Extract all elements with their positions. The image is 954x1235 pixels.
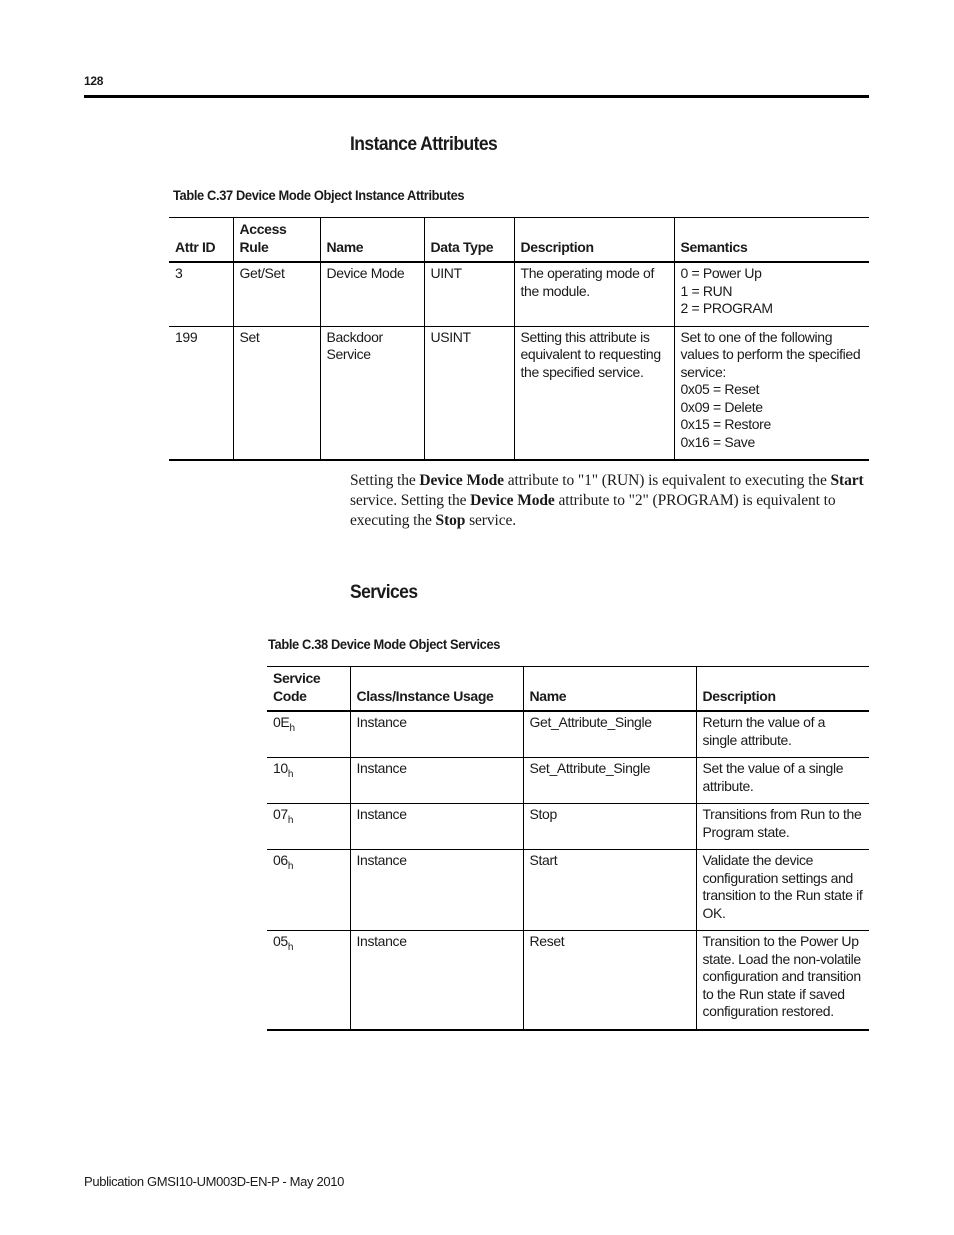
table-caption-c38: Table C.38 Device Mode Object Services [268,636,501,652]
cell-attr-id: 199 [169,326,233,460]
cell-description: Return the value of a single attribute. [696,711,869,758]
table-row [267,850,869,931]
header-rule [84,95,869,98]
footer-publication: Publication GMSI10-UM003D-EN-P - May 2010 [84,1174,344,1189]
code-value: 05 [273,933,288,949]
cell-name: Stop [523,804,696,850]
cell-usage: Instance [350,850,523,931]
column-header-name: Name [320,218,424,263]
code-value: 10 [273,760,288,776]
table-row [267,931,869,1030]
body-paragraph [350,471,870,531]
paragraph-bold-term: Stop [435,512,466,529]
paragraph-text: attribute to "1" (RUN) is equivalent to executing the [503,472,831,489]
column-header-usage: Class/Instance Usage [350,667,523,712]
paragraph-text: service. Setting the [350,492,471,509]
cell-name: Start [523,850,696,931]
paragraph-bold-term: Device Mode [419,472,504,489]
table-row [169,262,869,326]
cell-attr-id: 3 [169,262,233,326]
column-header-description: Description [696,667,869,712]
table-header-row [169,218,869,263]
cell-name: Set_Attribute_Single [523,758,696,804]
column-header-access-rule: Access Rule [233,218,320,263]
cell-name: Backdoor Service [320,326,424,460]
cell-description: Setting this attribute is equivalent to requesting the specified service. [514,326,674,460]
table-row [267,758,869,804]
cell-description: Transition to the Power Up state. Load the non-volatile configuration and transition to the Run state if saved configuration restored. [696,931,869,1030]
column-header-name: Name [523,667,696,712]
cell-data-type: USINT [424,326,514,460]
cell-name: Get_Attribute_Single [523,711,696,758]
code-value: 0E [273,714,290,730]
column-header-description: Description [514,218,674,263]
paragraph-bold-term: Device Mode [470,492,555,509]
cell-usage: Instance [350,711,523,758]
hex-suffix: h [287,815,294,826]
column-header-attr-id: Attr ID [169,218,233,263]
cell-semantics: Set to one of the following values to perform the specified service: 0x05 = Reset 0x09 = Delete 0x15 = Restore 0x16 = Save [674,326,869,460]
paragraph-text: Setting the [350,472,420,489]
paragraph-text: service. [465,512,517,529]
column-header-service-code: Service Code [267,667,350,712]
instance-attributes-table [169,217,869,461]
cell-service-code [267,931,350,1030]
hex-suffix: h [287,942,294,953]
cell-service-code [267,850,350,931]
table-row [267,804,869,850]
cell-data-type: UINT [424,262,514,326]
code-value: 06 [273,852,288,868]
cell-description: The operating mode of the module. [514,262,674,326]
column-header-semantics: Semantics [674,218,869,263]
cell-usage: Instance [350,931,523,1030]
cell-access-rule: Get/Set [233,262,320,326]
hex-suffix: h [289,723,295,734]
table-header-row [267,667,869,712]
cell-access-rule: Set [233,326,320,460]
table-caption-c37: Table C.37 Device Mode Object Instance Attributes [173,187,465,203]
paragraph-bold-term: Start [830,472,864,489]
cell-semantics: 0 = Power Up 1 = RUN 2 = PROGRAM [674,262,869,326]
page-number: 128 [84,74,104,88]
cell-usage: Instance [350,758,523,804]
cell-description: Set the value of a single attribute. [696,758,869,804]
code-value: 07 [273,806,288,822]
cell-description: Transitions from Run to the Program state. [696,804,869,850]
hex-suffix: h [287,769,294,780]
cell-service-code [267,711,350,758]
services-table [267,666,869,1031]
cell-service-code [267,804,350,850]
paragraph-text: attribute to "2" (PROGRAM) is equivalent to executing the [350,492,836,529]
hex-suffix: h [287,861,294,872]
cell-usage: Instance [350,804,523,850]
column-header-data-type: Data Type [424,218,514,263]
section-heading-instance-attributes: Instance Attributes [350,134,498,155]
cell-description: Validate the device configuration settings and transition to the Run state if OK. [696,850,869,931]
cell-name: Device Mode [320,262,424,326]
table-row [267,711,869,758]
table-row [169,326,869,460]
cell-service-code [267,758,350,804]
cell-name: Reset [523,931,696,1030]
section-heading-services: Services [350,582,418,603]
